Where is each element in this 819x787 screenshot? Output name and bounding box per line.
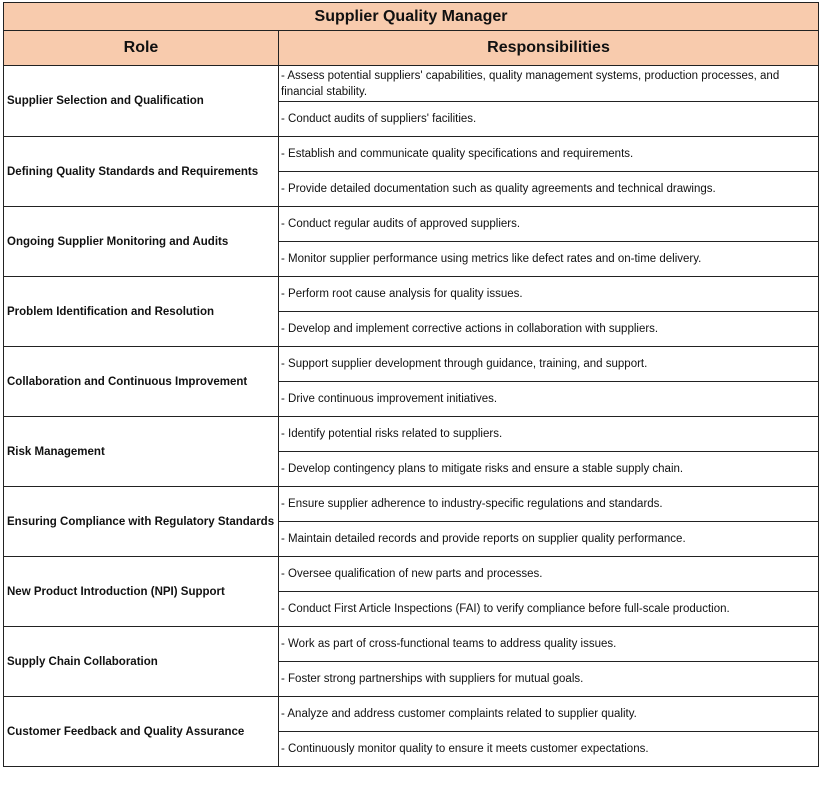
responsibility-cell: - Drive continuous improvement initiatives. <box>279 382 819 417</box>
column-header-role: Role <box>4 31 279 66</box>
column-header-responsibilities: Responsibilities <box>279 31 819 66</box>
responsibility-cell: - Maintain detailed records and provide reports on supplier quality performance. <box>279 522 819 557</box>
responsibility-cell: - Conduct First Article Inspections (FAI) to verify compliance before full-scale production. <box>279 592 819 627</box>
responsibility-cell: - Ensure supplier adherence to industry-specific regulations and standards. <box>279 487 819 522</box>
role-cell: Supplier Selection and Qualification <box>4 66 279 137</box>
role-cell: Ensuring Compliance with Regulatory Standards <box>4 487 279 557</box>
role-cell: Problem Identification and Resolution <box>4 277 279 347</box>
role-cell: Collaboration and Continuous Improvement <box>4 347 279 417</box>
role-cell: Defining Quality Standards and Requirements <box>4 137 279 207</box>
responsibility-cell: - Analyze and address customer complaints related to supplier quality. <box>279 697 819 732</box>
role-cell: New Product Introduction (NPI) Support <box>4 557 279 627</box>
responsibility-cell: - Assess potential suppliers' capabilities, quality management systems, production processes, and financial stability. <box>279 66 819 102</box>
responsibility-cell: - Continuously monitor quality to ensure it meets customer expectations. <box>279 732 819 767</box>
responsibility-cell: - Identify potential risks related to suppliers. <box>279 417 819 452</box>
responsibility-cell: - Conduct audits of suppliers' facilities. <box>279 102 819 137</box>
role-cell: Risk Management <box>4 417 279 487</box>
responsibility-cell: - Foster strong partnerships with suppliers for mutual goals. <box>279 662 819 697</box>
responsibility-cell: - Oversee qualification of new parts and processes. <box>279 557 819 592</box>
responsibility-cell: - Monitor supplier performance using metrics like defect rates and on-time delivery. <box>279 242 819 277</box>
role-cell: Ongoing Supplier Monitoring and Audits <box>4 207 279 277</box>
responsibility-cell: - Support supplier development through guidance, training, and support. <box>279 347 819 382</box>
role-cell: Customer Feedback and Quality Assurance <box>4 697 279 767</box>
responsibility-cell: - Provide detailed documentation such as quality agreements and technical drawings. <box>279 172 819 207</box>
responsibility-cell: - Work as part of cross-functional teams to address quality issues. <box>279 627 819 662</box>
responsibility-cell: - Develop and implement corrective actions in collaboration with suppliers. <box>279 312 819 347</box>
responsibilities-table <box>3 2 819 767</box>
table-title: Supplier Quality Manager <box>4 3 819 31</box>
role-cell: Supply Chain Collaboration <box>4 627 279 697</box>
responsibility-cell: - Conduct regular audits of approved suppliers. <box>279 207 819 242</box>
responsibility-cell: - Perform root cause analysis for quality issues. <box>279 277 819 312</box>
responsibility-cell: - Establish and communicate quality specifications and requirements. <box>279 137 819 172</box>
responsibility-cell: - Develop contingency plans to mitigate risks and ensure a stable supply chain. <box>279 452 819 487</box>
